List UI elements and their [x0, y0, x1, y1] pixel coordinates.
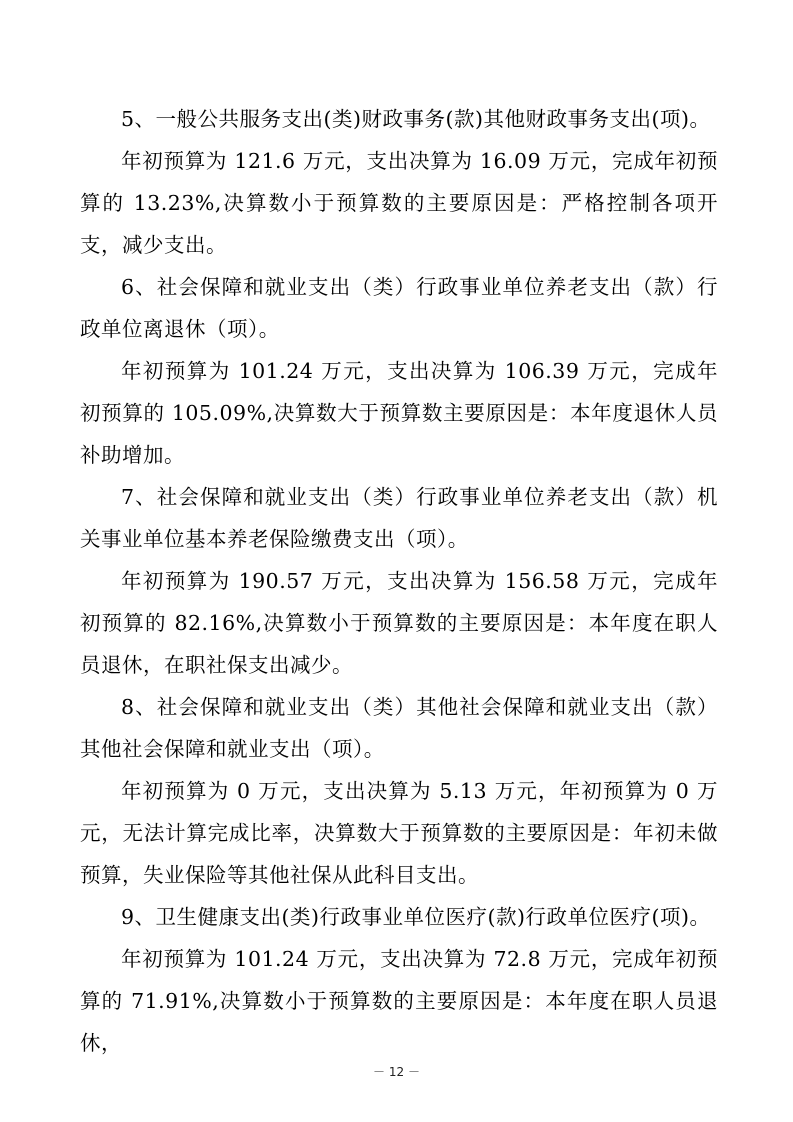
paragraph-item-8-heading: 8、社会保障和就业支出（类）其他社会保障和就业支出（款）其他社会保障和就业支出（项）。: [80, 695, 718, 761]
paragraph-item-7-heading: 7、社会保障和就业支出（类）行政事业单位养老支出（款）机关事业单位基本养老保险缴费支出（项）。: [80, 485, 718, 551]
paragraph-item-5-heading: 5、一般公共服务支出(类)财政事务(款)其他财政事务支出(项)。: [121, 107, 711, 131]
paragraph-item-9-detail: 年初预算为 101.24 万元，支出决算为 72.8 万元，完成年初预算的 71.91%,决算数小于预算数的主要原因是：本年度在职人员退休，: [80, 947, 718, 1055]
page-number: － 12 －: [373, 1065, 420, 1079]
paragraph-item-6-detail: 年初预算为 101.24 万元，支出决算为 106.39 万元，完成年初预算的 105.09%,决算数大于预算数主要原因是：本年度退休人员补助增加。: [80, 359, 718, 467]
paragraph-item-6-heading: 6、社会保障和就业支出（类）行政事业单位养老支出（款）行政单位离退休（项）。: [80, 275, 718, 341]
paragraph-item-8-detail: 年初预算为 0 万元，支出决算为 5.13 万元，年初预算为 0 万元，无法计算完成比率，决算数大于预算数的主要原因是：年初未做预算，失业保险等其他社保从此科目支出。: [80, 779, 718, 887]
paragraph-item-7-detail: 年初预算为 190.57 万元，支出决算为 156.58 万元，完成年初预算的 82.16%,决算数小于预算数的主要原因是：本年度在职人员退休，在职社保支出减少。: [80, 569, 718, 677]
paragraph-item-5-detail: 年初预算为 121.6 万元，支出决算为 16.09 万元，完成年初预算的 13.23%,决算数小于预算数的主要原因是：严格控制各项开支，减少支出。: [80, 149, 718, 257]
document-body: [80, 98, 718, 1064]
paragraph-item-9-heading: 9、卫生健康支出(类)行政事业单位医疗(款)行政单位医疗(项)。: [121, 905, 711, 929]
